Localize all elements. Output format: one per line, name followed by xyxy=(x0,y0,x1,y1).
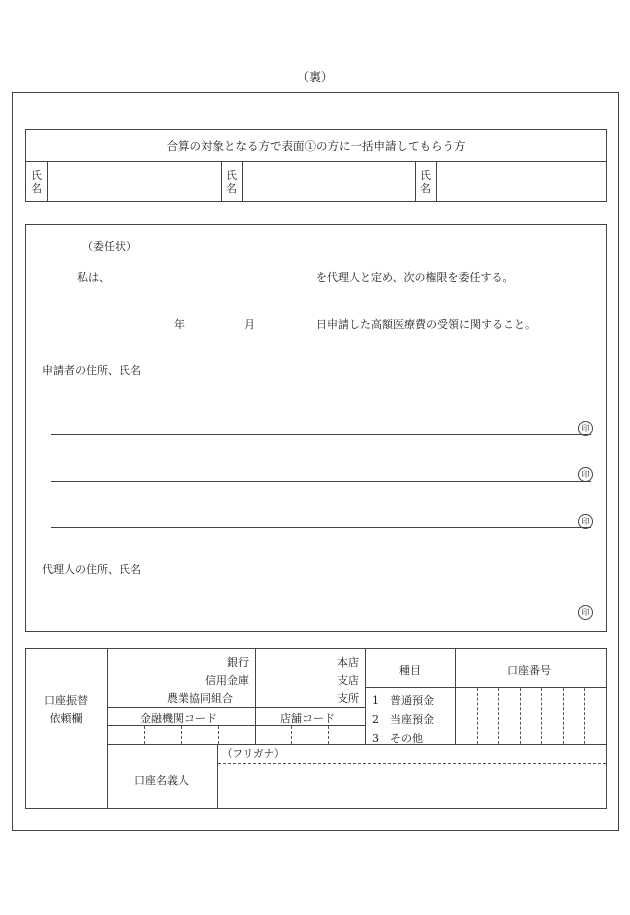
power-of-attorney-heading: （委任状） xyxy=(82,240,137,253)
applicant-label: 申請者の住所、氏名 xyxy=(42,364,141,377)
month-label: 月 xyxy=(244,318,255,331)
applicant-line-1[interactable] xyxy=(51,434,591,435)
agent-label: 代理人の住所、氏名 xyxy=(42,563,141,576)
branch-type-main: 本店 xyxy=(337,656,359,669)
seal-mark-4: 印 xyxy=(578,605,593,620)
branch-type-branch: 支店 xyxy=(337,674,359,687)
furigana-label: （フリガナ） xyxy=(222,748,285,760)
seal-mark-3: 印 xyxy=(578,514,593,529)
bank-type-bank: 銀行 xyxy=(227,656,249,669)
name-label-3: 氏 名 xyxy=(415,162,437,202)
account-type-header: 種目 xyxy=(399,664,421,677)
applicant-line-3[interactable] xyxy=(51,527,591,528)
name-field-1[interactable] xyxy=(49,163,220,201)
applicant-line-2[interactable] xyxy=(51,481,591,482)
name-field-2[interactable] xyxy=(244,163,414,201)
account-type-checking[interactable]: 2 当座預金 xyxy=(372,713,434,726)
application-date-suffix: 日申請した高額医療費の受領に関すること。 xyxy=(316,318,536,331)
agent-name-field[interactable] xyxy=(112,266,308,282)
account-holder-field[interactable] xyxy=(219,765,605,807)
name-label-2: 氏 名 xyxy=(221,162,243,202)
year-label: 年 xyxy=(174,318,185,331)
branch-code-label: 店舗コード xyxy=(280,712,335,725)
seal-mark-2: 印 xyxy=(578,467,593,482)
bank-type-nokyo: 農業協同組合 xyxy=(167,692,233,705)
branch-type-sub: 支所 xyxy=(337,692,359,705)
joint-applicant-section xyxy=(25,129,607,202)
joint-applicant-title: 合算の対象となる方で表面①の方に一括申請してもらう方 xyxy=(26,130,606,162)
delegation-prefix: 私は、 xyxy=(77,271,110,284)
bank-type-shinkin: 信用金庫 xyxy=(205,674,249,687)
bank-transfer-label: 口座振替 依頼欄 xyxy=(44,694,88,725)
bank-code-label: 金融機関コード xyxy=(140,712,217,725)
account-type-other[interactable]: 3 その他 xyxy=(372,732,423,745)
seal-mark-1: 印 xyxy=(578,421,593,436)
name-field-3[interactable] xyxy=(438,163,606,201)
delegation-suffix: を代理人と定め、次の権限を委任する。 xyxy=(316,271,514,284)
account-number-header: 口座番号 xyxy=(507,664,551,677)
account-holder-label: 口座名義人 xyxy=(134,774,189,787)
name-label-1: 氏 名 xyxy=(26,162,48,202)
account-type-savings[interactable]: 1 普通預金 xyxy=(372,694,434,707)
page-header: （裏） xyxy=(296,70,333,84)
